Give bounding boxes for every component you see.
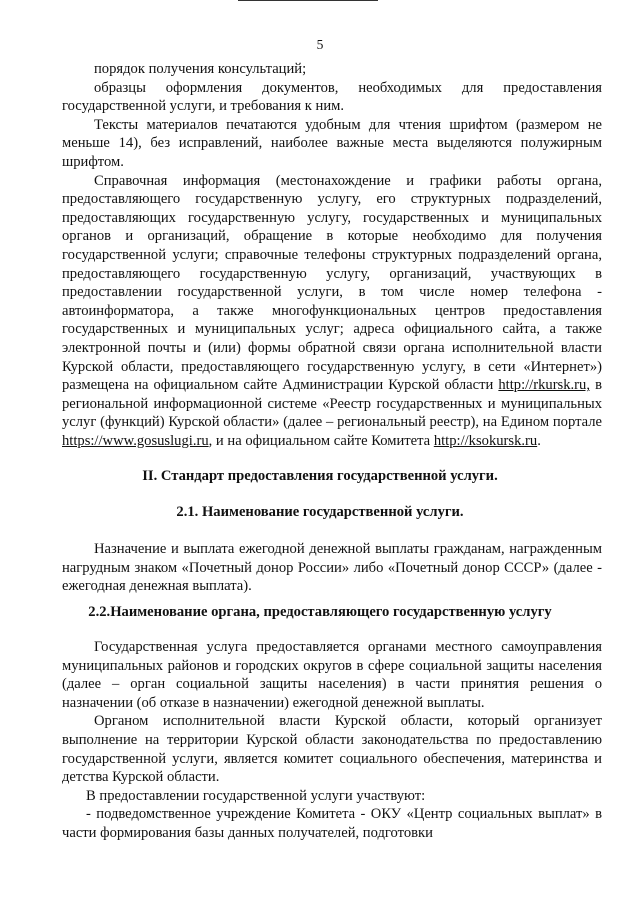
intro-block <box>62 60 602 450</box>
paragraph-local-authorities: Государственная услуга предоставляется органами местного самоуправления муниципальных районов и городских округов в сфере социальной защиты населения (далее – орган социальной защиты населения) в части принятия решения о назначении (об отказе в назначении) ежегодной денежной выплаты. <box>62 639 602 711</box>
paragraph-font-note: Тексты материалов печатаются удобным для чтения шрифтом (размером не меньше 14), без исправлений, наиболее важные места выделяются полужирным шрифтом. <box>62 116 602 170</box>
reference-text-3: , и на официальном сайте Комитета <box>208 432 434 449</box>
section-title: II. Стандарт предоставления государственной услуги. <box>142 468 498 484</box>
link-gosuslugi[interactable]: https://www.gosuslugi.ru <box>62 432 209 449</box>
paragraph-document-samples: образцы оформления документов, необходимых для предоставления государственной услуги, и требования к ним. <box>62 79 602 115</box>
subsection-title-service-name: 2.1. Наименование государственной услуги. <box>176 504 464 520</box>
top-rule <box>238 0 378 1</box>
service-name-block <box>62 540 602 596</box>
paragraph-reference-info <box>62 172 602 451</box>
reference-text-1: Справочная информация (местонахождение и графики работы органа, предоставляющего государственную услугу, его структурных подразделений, предоставляющих государственную услугу, государственных и муниципальных органов и организаций, обращение в которые необходимо для получения государственной услуги; справочные телефоны структурных подразделений органа, предоставляющего государственную услугу, организаций, участвующих в предоставлении государственной услуги, в том числе номер телефона - автоинформатора, а также многофункциональных центров предоставления государственных и муниципальных услуг; адреса официального сайта, а также электронной почты и (или) формы обратной связи органа исполнительной власти Курской области, предоставляющего государственную услугу, в сети «Интернет») размещена на официальном сайте Администрации Курской области <box>62 172 602 394</box>
paragraph-executive-authority: Органом исполнительной власти Курской области, который организует выполнение на территории Курской области законодательства по предоставлению государственной услуги, является комитет социального обеспечения, материнства и детства Курской области. <box>62 713 602 786</box>
paragraph-service-name: Назначение и выплата ежегодной денежной выплаты гражданам, награжденным нагрудным знаком «Почетный донор России» либо «Почетный донор СССР» (далее - ежегодная денежная выплата). <box>62 541 602 595</box>
paragraph-participants: В предоставлении государственной услуги участвуют: <box>86 787 426 804</box>
page-number: 5 <box>316 37 324 52</box>
reference-text-end: . <box>537 432 541 449</box>
paragraph-subordinate-institution: - подведомственное учреждение Комитета - ОКУ «Центр социальных выплат» в части формирования базы данных получателей, подготовки <box>62 806 602 841</box>
subsection-title-service-authority: 2.2.Наименование органа, предоставляющего государственную услугу <box>88 604 552 620</box>
link-ksokursk[interactable]: http://ksokursk.ru <box>433 432 538 449</box>
paragraph-consult-order: порядок получения консультаций; <box>94 61 307 77</box>
reference-text-2: в региональной информационной системе «Реестр государственных и муниципальных услуг (функций) Курской области» (далее – региональный реестр), на Едином портале <box>62 377 602 431</box>
service-authority-block <box>62 638 602 843</box>
link-rkursk[interactable]: http://rkursk.ru, <box>498 377 590 394</box>
